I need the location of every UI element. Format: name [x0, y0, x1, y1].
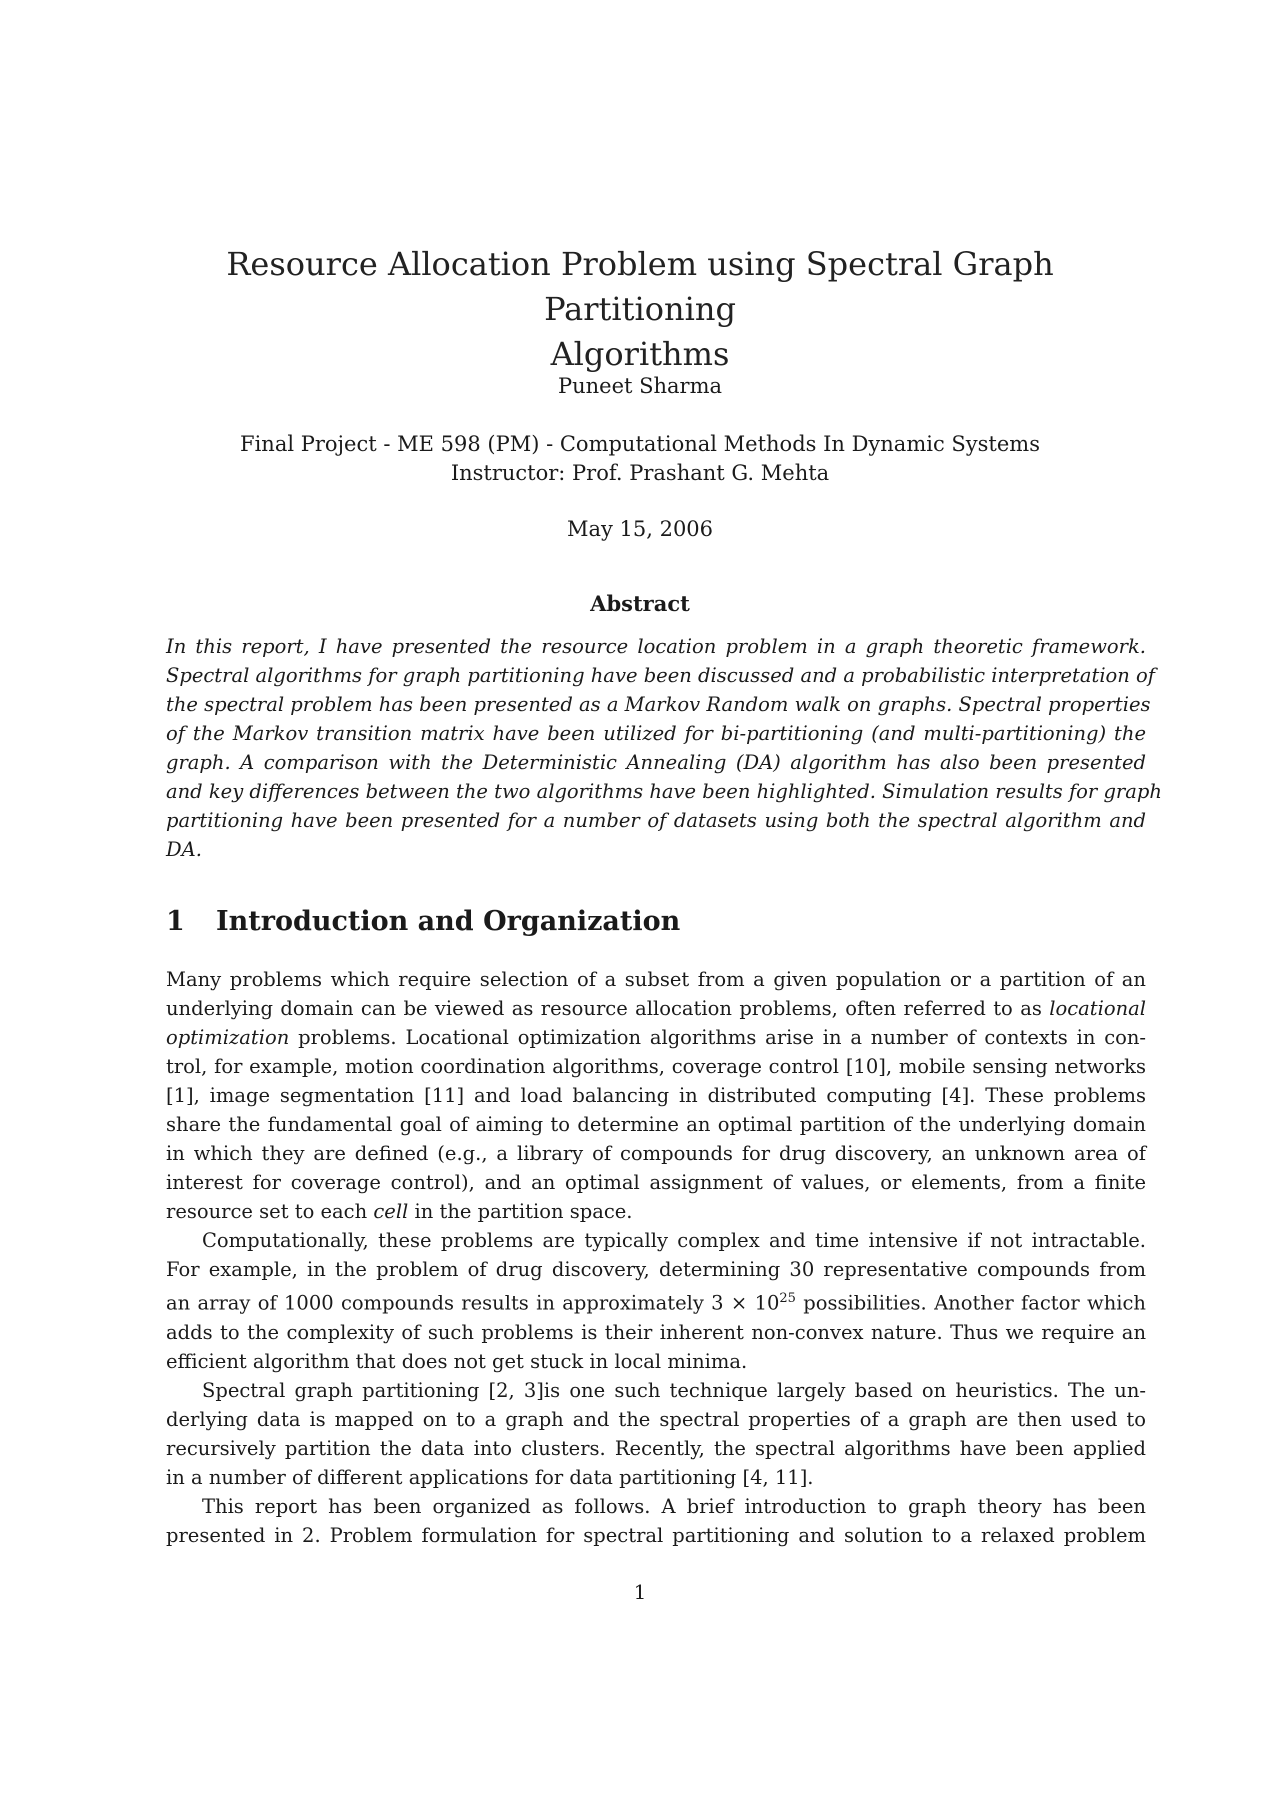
paragraph-line [166, 1197, 1146, 1226]
paragraph-line: [1], image segmentation [11] and load balancing in distributed computing [4]. These problems [166, 1084, 1146, 1107]
abstract-line: and key differences between the two algorithms have been highlighted. Simulation results for graph [166, 780, 1162, 803]
section-title: Introduction and Organization [216, 906, 681, 937]
paragraph-text: underlying domain can be viewed as resource allocation problems, often referred to as [166, 997, 1042, 1020]
affiliation [150, 430, 1130, 488]
paper-date: May 15, 2006 [566, 517, 714, 541]
page-number: 1 [633, 1580, 647, 1604]
paragraph-line: For example, in the problem of drug discovery, determining 30 representative compounds from [166, 1258, 1146, 1281]
paragraph-text: an array of 1000 compounds results in approximately 3 × 10 [166, 1291, 780, 1315]
paragraph-line: in which they are defined (e.g., a library of compounds for drug discovery, an unknown area of [166, 1142, 1146, 1165]
abstract-line: DA. [166, 838, 202, 861]
paragraph-line [166, 994, 1146, 1023]
abstract-line: partitioning have been presented for a number of datasets using both the spectral algorithm and [166, 809, 1146, 832]
paragraph-line: adds to the complexity of such problems is their inherent non-convex nature. Thus we require an [166, 1320, 1146, 1344]
abstract-line: of the Markov transition matrix have been utilized for bi-partitioning (and multi-partitioning) the [166, 722, 1146, 745]
emphasis-text: locational [1049, 997, 1146, 1020]
paragraph-line: in a number of different applications for data partitioning [4, 11]. [166, 1465, 814, 1489]
emphasis-text: optimization [166, 1026, 290, 1049]
abstract-line: Spectral algorithms for graph partitioning have been discussed and a probabilistic interpretation of [166, 664, 1156, 687]
abstract-line: In this report, I have presented the resource location problem in a graph theoretic framework. [166, 635, 1146, 658]
paragraph-line: Computationally, these problems are typically complex and time intensive if not intractable. [202, 1229, 1146, 1252]
paragraph-line: trol, for example, motion coordination algorithms, coverage control [10], mobile sensing networks [166, 1055, 1146, 1078]
paragraph-line: Spectral graph partitioning [2, 3]is one such technique largely based on heuristics. The un- [202, 1378, 1146, 1402]
paragraph-text: in the partition space. [414, 1200, 633, 1223]
paragraph-line: recursively partition the data into clusters. Recently, the spectral algorithms have been applied [166, 1436, 1146, 1460]
section-number: 1 [166, 906, 185, 937]
abstract-line: the spectral problem has been presented as a Markov Random walk on graphs. Spectral properties [166, 693, 1151, 716]
paragraph-line: Many problems which require selection of a subset from a given population or a partition of an [166, 968, 1146, 991]
abstract-body [166, 632, 1162, 864]
paragraph-line: presented in 2. Problem formulation for spectral partitioning and solution to a relaxed problem [166, 1523, 1146, 1547]
paragraph-line [166, 1023, 1146, 1052]
section-heading [166, 905, 680, 939]
paragraph-text: possibilities. Another factor which [803, 1291, 1146, 1315]
paper-title [150, 242, 1130, 377]
paragraph-line [166, 1284, 1146, 1318]
paragraph-text: problems. Locational optimization algorithms arise in a number of contexts in con- [298, 1026, 1146, 1049]
paragraph-line: interest for coverage control), and an optimal assignment of values, or elements, from a finite [166, 1171, 1146, 1194]
affiliation-line-1: Final Project - ME 598 (PM) - Computational Methods In Dynamic Systems [240, 432, 1040, 456]
title-line-1: Resource Allocation Problem using Spectral Graph Partitioning [226, 245, 1054, 328]
emphasis-text: cell [373, 1200, 409, 1223]
superscript: 25 [779, 1291, 796, 1306]
paragraph-text: resource set to each [166, 1200, 368, 1223]
section-body [166, 965, 1146, 1550]
title-line-2: Algorithms [550, 335, 730, 373]
author-name: Puneet Sharma [557, 374, 723, 398]
paragraph-line: share the fundamental goal of aiming to determine an optimal partition of the underlying domain [166, 1113, 1146, 1136]
paragraph-line: derlying data is mapped on to a graph and the spectral properties of a graph are then used to [166, 1407, 1146, 1431]
paragraph-line: This report has been organized as follows. A brief introduction to graph theory has been [202, 1494, 1146, 1518]
abstract-line: graph. A comparison with the Deterministic Annealing (DA) algorithm has also been presented [166, 751, 1146, 774]
paragraph-line: efficient algorithm that does not get stuck in local minima. [166, 1349, 748, 1373]
affiliation-line-2: Instructor: Prof. Prashant G. Mehta [450, 461, 830, 485]
abstract-heading: Abstract [590, 591, 690, 616]
